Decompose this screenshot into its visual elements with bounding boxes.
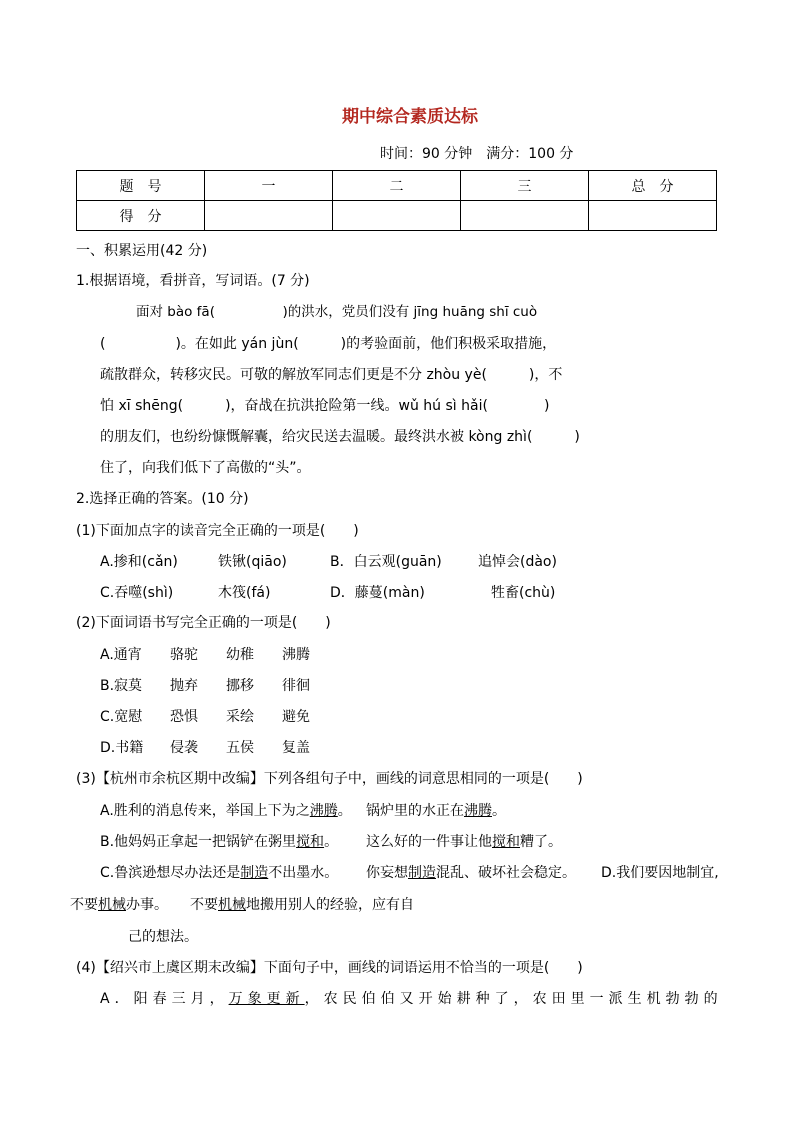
option-word: B.寂莫 (100, 678, 143, 694)
question-1-line: 怕 xī shēng( )，奋战在抗洪抢险第一线。wǔ hú sì hǎi( ) (100, 398, 550, 414)
option-a (100, 990, 723, 1008)
option-word: 抛弃 (170, 678, 198, 694)
underlined-word: 沸腾 (464, 803, 492, 819)
option-word: A.通宵 (100, 647, 142, 663)
option-word: D.书籍 (100, 740, 144, 756)
question-2-3-stem: (3)【杭州市余杭区期中改编】下列各组句子中，画线的词意思相同的一项是( ) (76, 771, 583, 787)
score-cell-1[interactable] (205, 201, 333, 231)
underlined-word: 万象更新 (228, 991, 305, 1007)
score-table-header-cell: 总 分 (589, 171, 717, 201)
score-table-score-row (77, 201, 717, 231)
option-d: D．藤蔓(màn) (330, 585, 425, 601)
option-b-word: 追悼会(dào) (478, 554, 557, 570)
exam-meta: 时间：90 分钟 满分：100 分 (380, 146, 574, 162)
option-d-word: 牲畜(chù) (491, 585, 556, 601)
option-word: 采绘 (226, 709, 254, 725)
option-word: 复盖 (282, 740, 310, 756)
option-a (100, 802, 352, 820)
option-a (100, 646, 310, 664)
option-d-second (190, 896, 414, 914)
option-text: 这么好的一件事让他 (366, 834, 492, 850)
question-1-line: 住了，向我们低下了高傲的“头”。 (100, 460, 311, 476)
option-text: C.鲁滨逊想尽办法还是 (100, 865, 241, 881)
score-table-header-row (77, 171, 717, 201)
option-text: 混乱、破坏社会稳定。 (436, 865, 576, 881)
question-1-line: 的朋友们，也纷纷慷慨解囊，给灾民送去温暖。最终洪水被 kòng zhì( ) (100, 429, 580, 445)
option-a: A.掺和(cǎn) (100, 554, 178, 570)
option-text: 办事。 (126, 897, 168, 913)
score-table-row-label: 得 分 (77, 201, 205, 231)
option-word: 沸腾 (282, 647, 310, 663)
score-cell-2[interactable] (333, 201, 461, 231)
question-1-prompt: 1.根据语境，看拼音，写词语。(7 分) (76, 273, 310, 289)
option-word: 幼稚 (226, 647, 254, 663)
option-b (100, 833, 338, 851)
option-word: 徘徊 (282, 678, 310, 694)
option-c (100, 864, 338, 882)
option-text: 锅炉里的水正在 (366, 803, 464, 819)
option-text: 不要 (190, 897, 218, 913)
question-1-line: 面对 bào fā( )的洪水，党员们没有 jīng huāng shī cuò (136, 304, 538, 320)
option-text: 你妄想 (366, 865, 408, 881)
question-1-line: 疏散群众，转移灾民。可敬的解放军同志们更是不分 zhòu yè( )，不 (100, 367, 563, 383)
question-2-1-stem: (1)下面加点字的读音完全正确的一项是( ) (76, 523, 359, 539)
option-d (100, 739, 310, 757)
option-word: 五侯 (226, 740, 254, 756)
score-cell-3[interactable] (461, 201, 589, 231)
option-c-word: 木筏(fá) (218, 585, 271, 601)
option-c-second (366, 864, 576, 882)
option-text: B.他妈妈正拿起一把锅铲在粥里 (100, 834, 297, 850)
option-word: 侵袭 (170, 740, 198, 756)
question-2-prompt: 2.选择正确的答案。(10 分) (76, 491, 249, 507)
option-d-end: 己的想法。 (128, 929, 198, 945)
option-b (100, 677, 310, 695)
score-cell-total[interactable] (589, 201, 717, 231)
option-b: B．白云观(guān) (330, 554, 442, 570)
option-b-second (366, 833, 562, 851)
option-text: 。 (492, 803, 506, 819)
underlined-word: 搅和 (296, 834, 325, 850)
option-c (100, 708, 310, 726)
score-table-header-cell: 题 号 (77, 171, 205, 201)
question-2-2-stem: (2)下面词语书写完全正确的一项是( ) (76, 615, 331, 631)
page-title: 期中综合素质达标 (342, 107, 478, 127)
underlined-word: 制造 (408, 865, 436, 881)
section-heading: 一、积累运用(42 分) (76, 243, 208, 259)
option-word: C.宽慰 (100, 709, 143, 725)
option-word: 恐惧 (170, 709, 198, 725)
option-d-continued (70, 896, 168, 914)
option-a-word: 铁锹(qiāo) (218, 554, 287, 570)
option-text: 不要 (70, 897, 98, 913)
option-a-second (366, 802, 506, 820)
question-2-4-stem: (4)【绍兴市上虞区期末改编】下面句子中，画线的词语运用不恰当的一项是( ) (76, 960, 583, 976)
underlined-word: 沸腾 (309, 803, 338, 819)
option-word: 骆驼 (170, 647, 198, 663)
option-text: A．阳春三月， (100, 991, 229, 1007)
option-text: ，农民伯伯又开始耕种了，农田里一派生机勃勃的 (304, 991, 723, 1007)
underlined-word: 机械 (218, 897, 246, 913)
option-c: C.吞噬(shì) (100, 585, 174, 601)
question-1-line: ( )。在如此 yán jùn( )的考验面前，他们积极采取措施， (100, 336, 557, 352)
score-table-header-cell: 三 (461, 171, 589, 201)
underlined-word: 搅和 (492, 834, 520, 850)
score-table-header-cell: 二 (333, 171, 461, 201)
option-text: 地搬用别人的经验，应有自 (246, 897, 414, 913)
option-word: 挪移 (226, 678, 254, 694)
option-text: 。 (337, 803, 352, 819)
score-table-header-cell: 一 (205, 171, 333, 201)
option-text: 糟了。 (520, 834, 562, 850)
underlined-word: 机械 (98, 897, 126, 913)
option-d: D.我们要因地制宜, (601, 865, 719, 881)
option-text: 。 (324, 834, 339, 850)
option-word: 避免 (282, 709, 310, 725)
option-text: A.胜利的消息传来，举国上下为之 (100, 803, 310, 819)
score-table (76, 170, 717, 231)
underlined-word: 制造 (240, 865, 269, 881)
option-text: 不出墨水。 (268, 865, 339, 881)
